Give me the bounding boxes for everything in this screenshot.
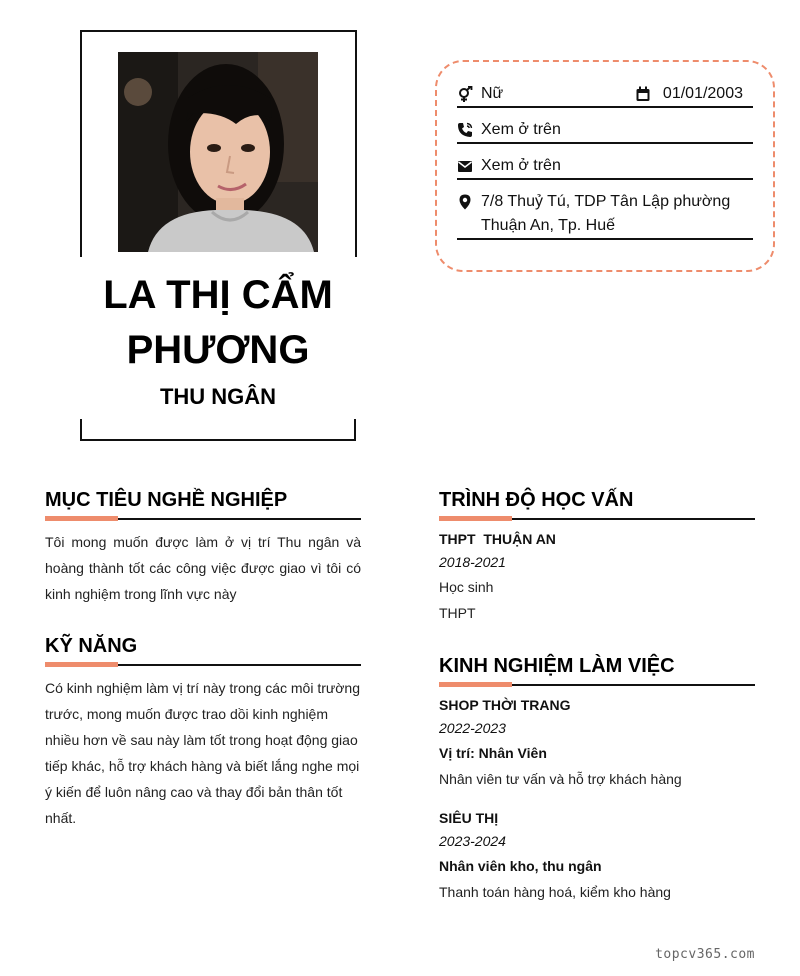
- job-description: Nhân viên tư vấn và hỗ trợ khách hàng: [439, 771, 682, 787]
- birthday-value: 01/01/2003: [662, 85, 743, 102]
- job-period: 2022-2023: [439, 720, 506, 736]
- experience-accent: [439, 682, 512, 687]
- job-description: Thanh toán hàng hoá, kiểm kho hàng: [439, 884, 671, 900]
- education-period: 2018-2021: [439, 554, 506, 570]
- contact-row-email: [457, 154, 753, 180]
- job-position: Nhân viên kho, thu ngân: [439, 858, 602, 874]
- job-company: SHOP THỜI TRANG: [439, 697, 571, 713]
- phone-icon: [457, 122, 473, 138]
- skills-accent: [45, 662, 118, 667]
- email-icon: [457, 158, 473, 174]
- email-value: Xem ở trên: [481, 157, 561, 174]
- education-heading: TRÌNH ĐỘ HỌC VẤN: [439, 489, 634, 511]
- contact-row-address: [457, 190, 753, 240]
- profile-photo: [118, 52, 318, 252]
- address-value: 7/8 Thuỷ Tú, TDP Tân Lập phường Thuận An, Tp. Huế: [481, 193, 731, 234]
- phone-value: Xem ở trên: [481, 121, 561, 138]
- footer-watermark[interactable]: topcv365.com: [655, 947, 755, 962]
- experience-heading: KINH NGHIỆM LÀM VIỆC: [439, 655, 675, 677]
- education-school: THPT THUẬN AN: [439, 531, 556, 547]
- education-role: Học sinh: [439, 579, 494, 595]
- objective-heading: MỤC TIÊU NGHỀ NGHIỆP: [45, 489, 288, 511]
- contact-row-phone: [457, 118, 753, 144]
- job-title: THU NGÂN: [159, 384, 277, 409]
- candidate-name: LA THỊ CẨM PHƯƠNG: [103, 273, 333, 372]
- education-accent: [439, 516, 512, 521]
- job-position: Vị trí: Nhân Viên: [439, 745, 547, 761]
- objective-text: Tôi mong muốn được làm ở vị trí Thu ngân và hoàng thành tốt các công việc được giao vì tôi có kinh nghiệm trong lĩnh vực này: [45, 534, 361, 602]
- education-degree: THPT: [439, 605, 476, 621]
- header-frame-bottom: [80, 419, 356, 441]
- job-period: 2023-2024: [439, 833, 506, 849]
- skills-heading: KỸ NĂNG: [45, 635, 138, 657]
- gender-icon: [457, 86, 473, 102]
- skills-text: Có kinh nghiệm làm vị trí này trong các môi trường trước, mong muốn được trao dồi kinh nghiệm nhiều hơn về sau này làm tốt trong hoạt động giao tiếp khác, hỗ trợ khách hàng và biết lắng nghe mọi ý kiến để luôn nâng cao và thay đổi bản thân tốt nhất.: [45, 680, 361, 826]
- job-company: SIÊU THỊ: [439, 810, 499, 826]
- calendar-icon: [635, 86, 651, 102]
- gender-value: Nữ: [481, 85, 504, 102]
- contact-row-gender-birthday: [457, 82, 753, 108]
- objective-accent: [45, 516, 118, 521]
- location-icon: [457, 194, 473, 210]
